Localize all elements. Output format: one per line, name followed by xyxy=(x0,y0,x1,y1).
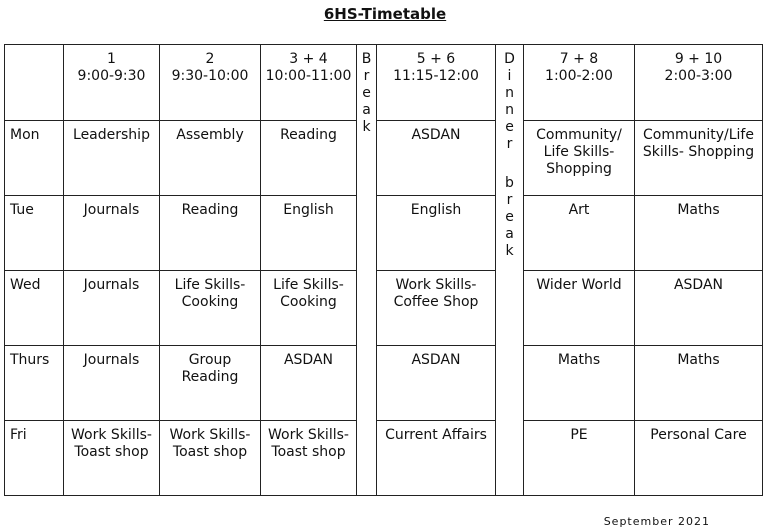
lesson-cell: Life Skills- Cooking xyxy=(261,271,357,346)
day-label: Wed xyxy=(5,271,64,346)
day-label: Thurs xyxy=(5,346,64,421)
lesson-cell: Reading xyxy=(160,196,261,271)
lesson-cell: Work Skills- Toast shop xyxy=(64,421,160,496)
period-header-6: 9 + 10 2:00-3:00 xyxy=(635,45,763,121)
lesson-cell: PE xyxy=(524,421,635,496)
dinner-break-label: D i n n e r b r e a k xyxy=(504,51,515,259)
lesson-cell: Life Skills- Cooking xyxy=(160,271,261,346)
page-title: 6HS-Timetable xyxy=(323,5,447,23)
day-row-wed xyxy=(5,271,763,346)
period-header-3: 3 + 4 10:00-11:00 xyxy=(261,45,357,121)
lesson-cell: English xyxy=(377,196,496,271)
dinner-break-column xyxy=(496,45,524,496)
header-row xyxy=(5,45,763,121)
timetable xyxy=(4,44,763,496)
period-header-2: 2 9:30-10:00 xyxy=(160,45,261,121)
lesson-cell: Reading xyxy=(261,121,357,196)
day-label: Fri xyxy=(5,421,64,496)
lesson-cell: Journals xyxy=(64,346,160,421)
lesson-cell: ASDAN xyxy=(261,346,357,421)
lesson-cell: Group Reading xyxy=(160,346,261,421)
break-column xyxy=(357,45,377,496)
lesson-cell: Community/Life Skills- Shopping xyxy=(635,121,763,196)
lesson-cell: Current Affairs xyxy=(377,421,496,496)
period-header-4: 5 + 6 11:15-12:00 xyxy=(377,45,496,121)
lesson-cell: Personal Care xyxy=(635,421,763,496)
lesson-cell: Leadership xyxy=(64,121,160,196)
lesson-cell: ASDAN xyxy=(377,121,496,196)
lesson-cell: Maths xyxy=(524,346,635,421)
lesson-cell: Work Skills- Toast shop xyxy=(261,421,357,496)
break-label: B r e a k xyxy=(361,51,372,135)
corner-cell xyxy=(5,45,64,121)
day-row-fri xyxy=(5,421,763,496)
lesson-cell: Maths xyxy=(635,346,763,421)
lesson-cell: ASDAN xyxy=(635,271,763,346)
period-header-5: 7 + 8 1:00-2:00 xyxy=(524,45,635,121)
day-row-tue xyxy=(5,196,763,271)
lesson-cell: English xyxy=(261,196,357,271)
lesson-cell: Work Skills- Coffee Shop xyxy=(377,271,496,346)
day-label: Tue xyxy=(5,196,64,271)
lesson-cell: Maths xyxy=(635,196,763,271)
lesson-cell: Work Skills- Toast shop xyxy=(160,421,261,496)
lesson-cell: Journals xyxy=(64,271,160,346)
lesson-cell: Art xyxy=(524,196,635,271)
lesson-cell: Community/ Life Skills- Shopping xyxy=(524,121,635,196)
lesson-cell: ASDAN xyxy=(377,346,496,421)
lesson-cell: Assembly xyxy=(160,121,261,196)
footer-date: September 2021 xyxy=(603,515,710,528)
lesson-cell: Journals xyxy=(64,196,160,271)
lesson-cell: Wider World xyxy=(524,271,635,346)
day-label: Mon xyxy=(5,121,64,196)
period-header-1: 1 9:00-9:30 xyxy=(64,45,160,121)
day-row-thurs xyxy=(5,346,763,421)
day-row-mon xyxy=(5,121,763,196)
